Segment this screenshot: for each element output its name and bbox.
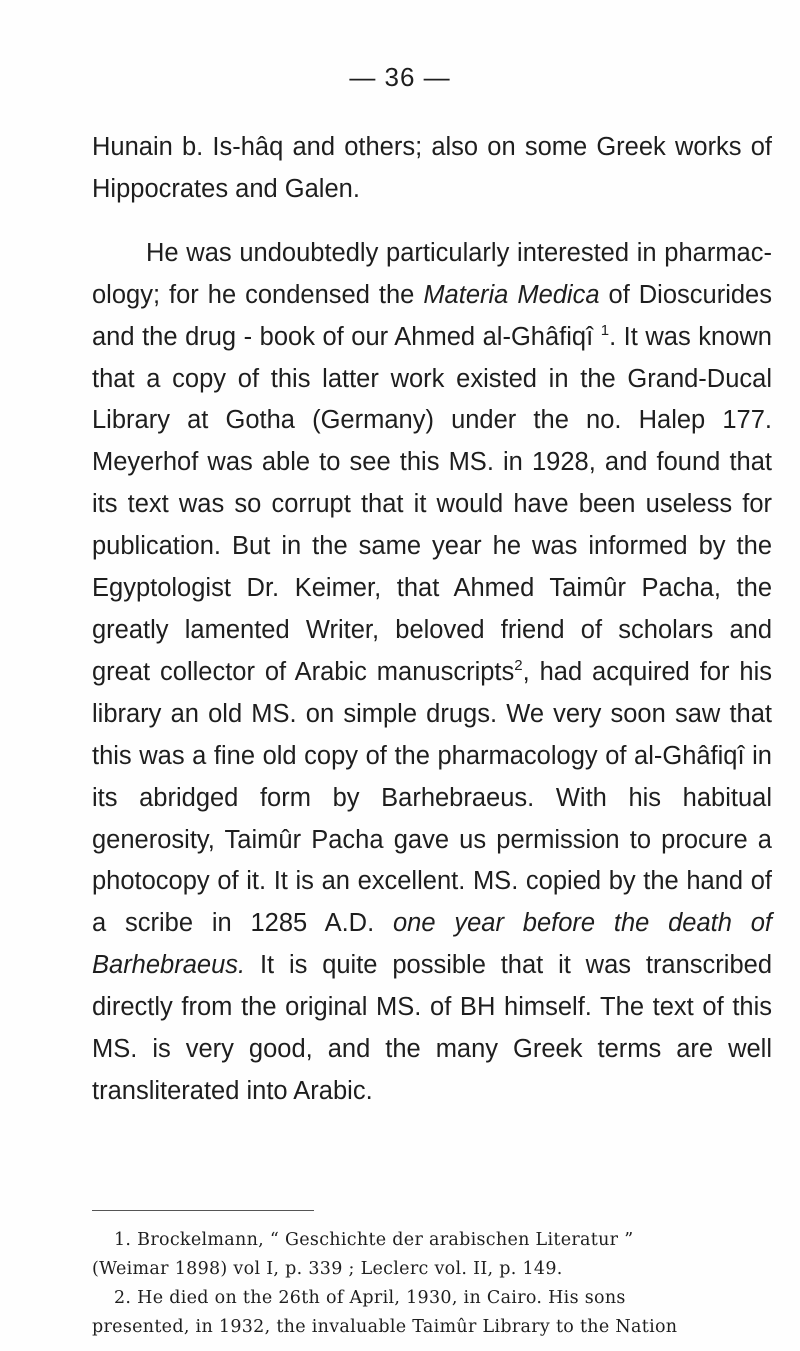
paragraph-text: It is quite possible that it was transcribed directly from the original MS. of BH himself. The text of this MS. is very good, and the many Greek terms are well transliterated into Arabic. <box>92 951 772 1105</box>
footnote-line: (Weimar 1898) vol I, p. 339 ; Leclerc vol. II, p. 149. <box>92 1259 563 1279</box>
paragraph-text: , had acquired for his library an old MS. on simple drugs. We very soon saw that this was a fine old copy of the pharmacology of al-Ghâfiqî in its abridged form by Barhebraeus. With his habitual generosity, Taimûr Pacha gave us permission to procure a photocopy of it. It is an excellent. MS. copied by the hand of a scribe in 1285 A.D. <box>92 657 772 938</box>
paragraph-text: of Dioscurides and the drug - book of our Ahmed al-Ghâfiqî <box>92 280 772 351</box>
footnote-reference: 1 <box>600 321 610 339</box>
footnote-line: presented, in 1932, the invaluable Taimûr Library to the Nation <box>92 1317 678 1337</box>
italic-phrase: one year before the death of Barhebraeus. <box>92 909 773 980</box>
paragraph-pharmacology <box>92 233 772 1113</box>
footnote-divider <box>92 1210 314 1211</box>
footnote-line: 2. He died on the 26th of April, 1930, in Cairo. His sons <box>114 1288 626 1308</box>
footnotes <box>92 1226 772 1342</box>
page-number: — 36 — <box>349 62 451 92</box>
italic-title: Materia Medica <box>423 280 600 309</box>
paragraph-continuation: Hunain b. Is-hâq and others; also on some Greek works of Hippocrates and Galen. <box>92 133 772 203</box>
main-text <box>92 127 772 1113</box>
paragraph-text: . It was known that a copy of this latter work existed in the Grand-Ducal Library at Gotha (Germany) under the no. Halep 177. Meyerhof was able to see this MS. in 1928, and found that its text was so corrupt that it would have been useless for publication. But in the same year he was informed by the Egyptologist Dr. Keimer, that Ahmed Taimûr Pacha, the greatly lamented Writer, beloved friend of scholars and great collector of Arabic manuscripts <box>92 322 772 686</box>
footnote-reference: 2 <box>514 656 523 674</box>
footnote-line: 1. Brockelmann, “ Geschichte der arabischen Literatur ” <box>114 1230 634 1250</box>
paragraph-text: He was undoubtedly particularly interested in pharmac-ology; for he condensed the <box>92 238 772 309</box>
